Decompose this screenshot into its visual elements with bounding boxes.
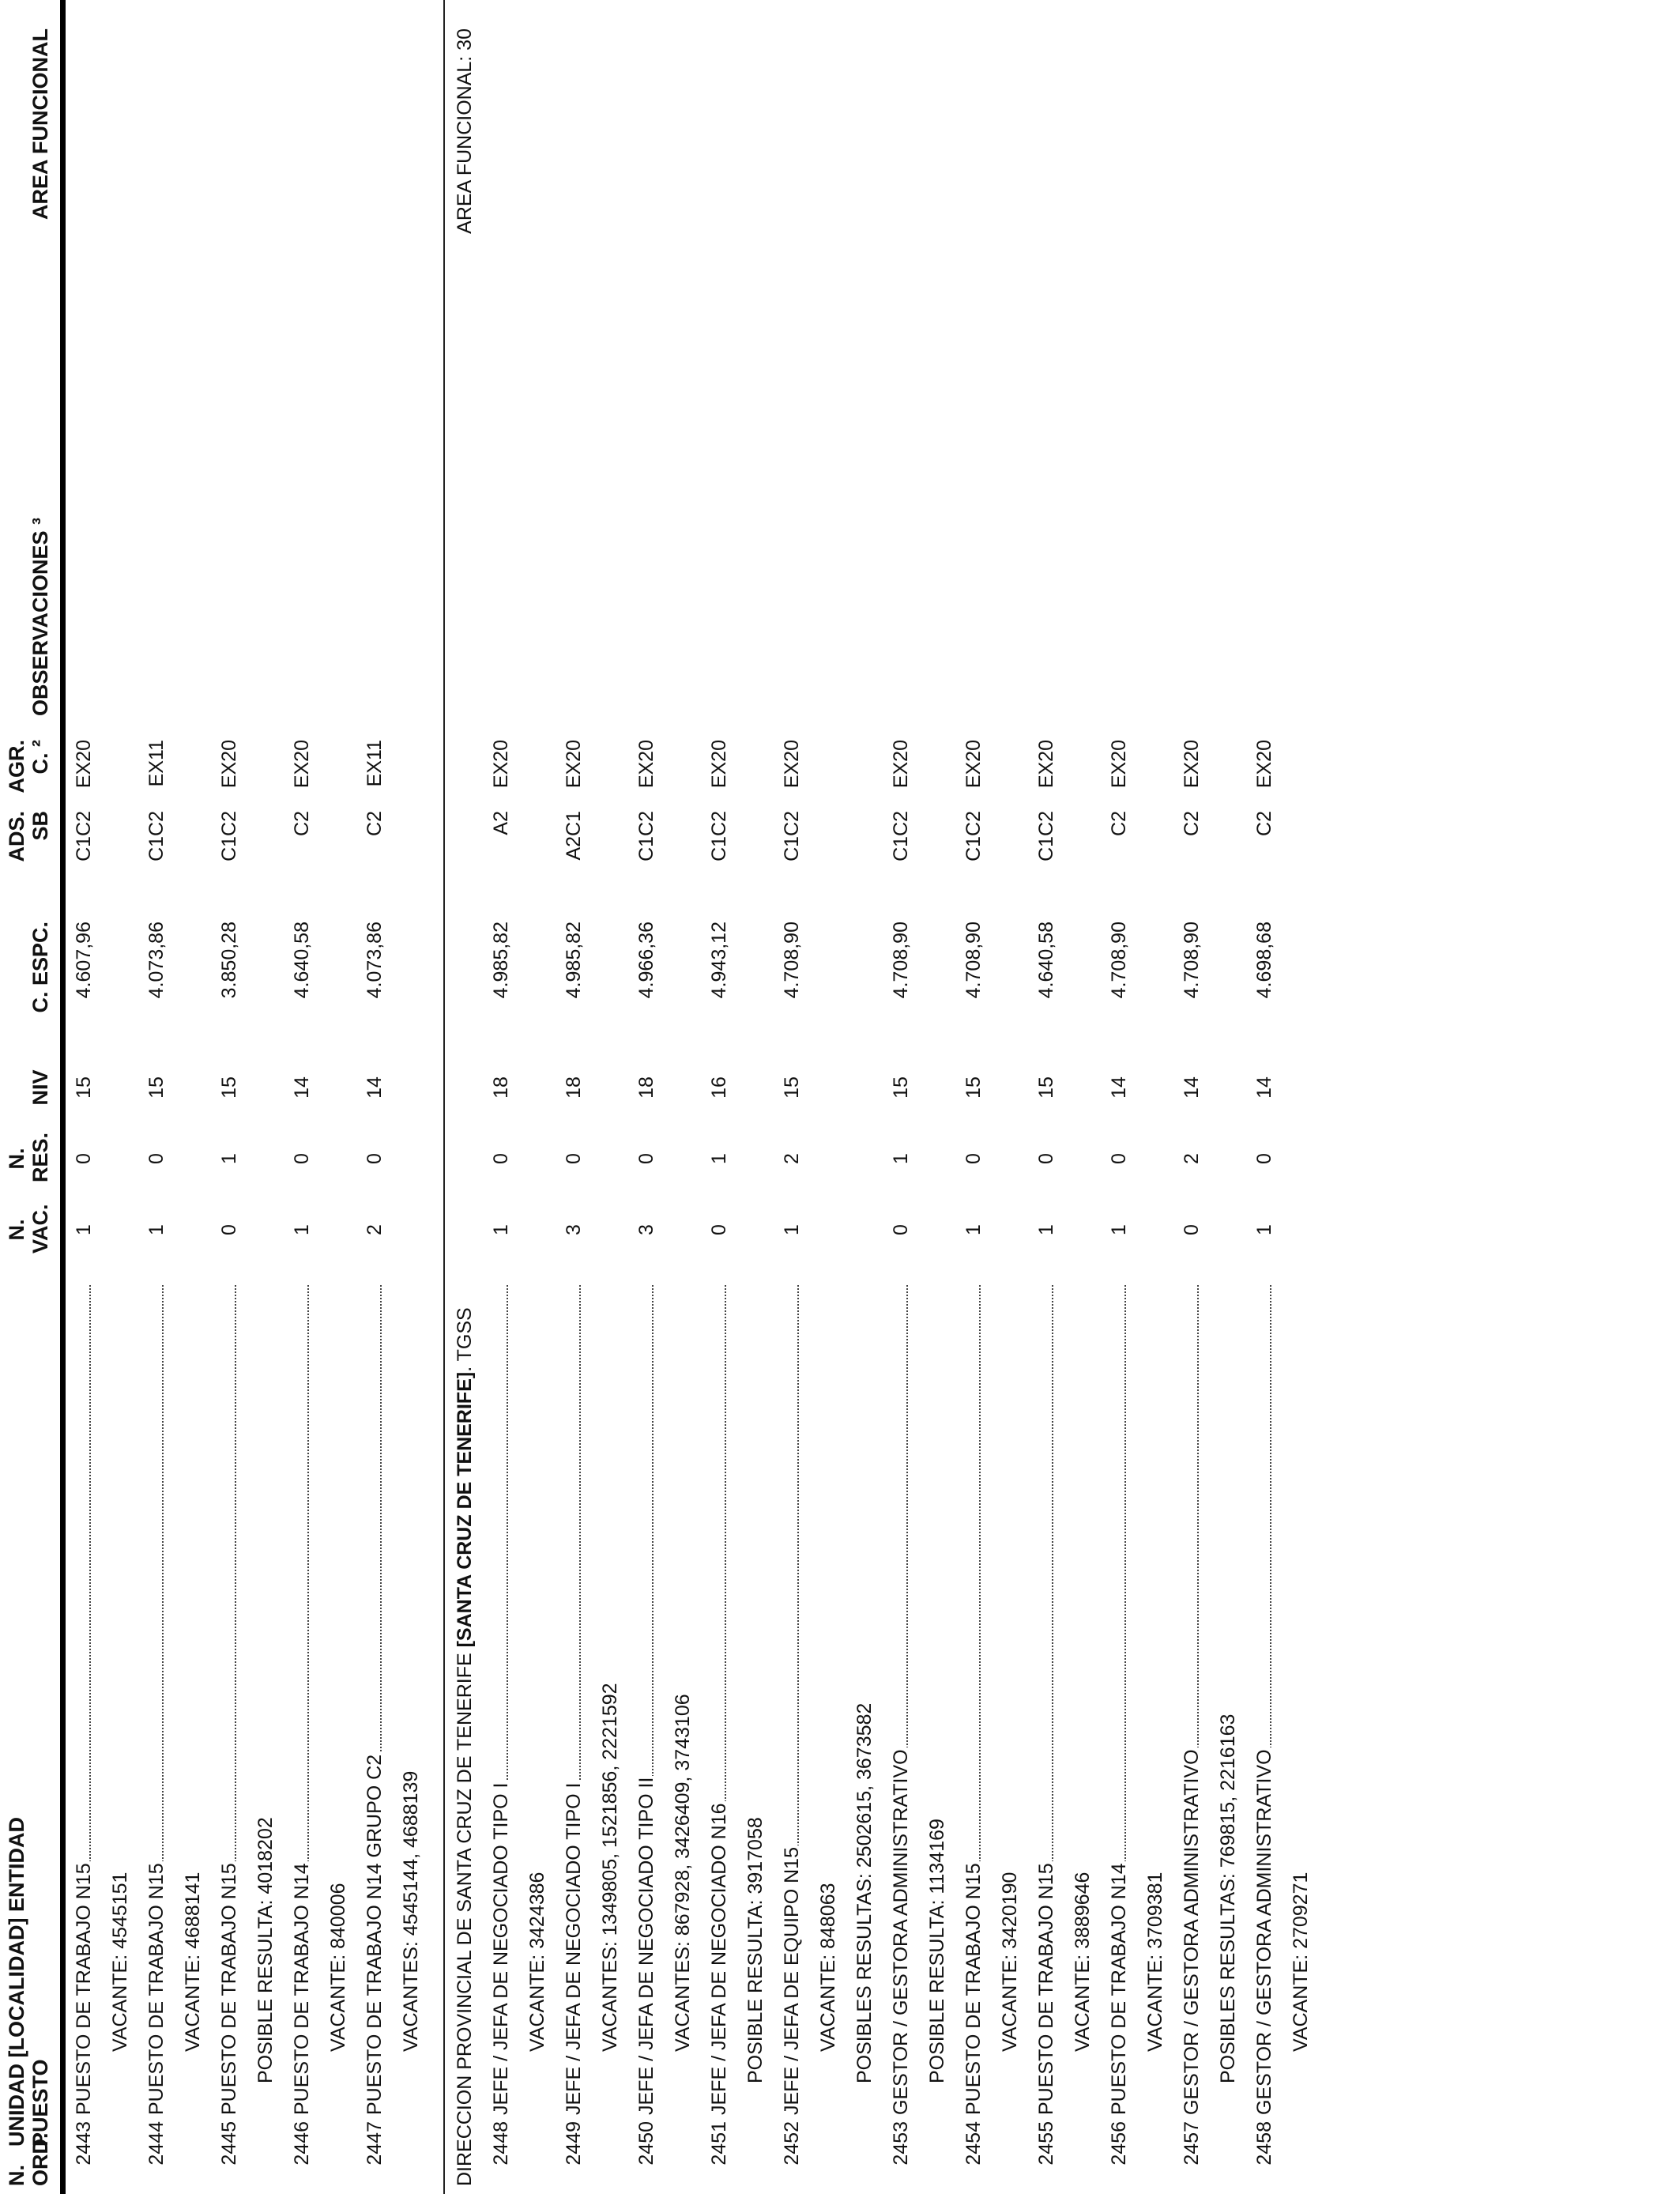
section-title-locality: [SANTA CRUZ DE TENERIFE] [454,1371,476,1648]
niv-value: 15 [73,1076,95,1099]
n-vac-value: 0 [708,1224,730,1235]
c-espc-value: 4.966,36 [635,922,657,999]
vacancy-detail: VACANTES: 867928, 3426409, 3743106 [672,1694,694,2052]
puesto-name [628,1285,665,2115]
puesto-name [1028,1285,1064,2115]
order-number: 2450 [635,2121,657,2166]
vacancy-detail: VACANTE: 4545151 [109,1872,131,2052]
c-espc-value: 4.708,90 [781,922,803,999]
niv-value: 14 [1108,1076,1130,1099]
puesto-name [701,1285,737,2115]
niv-value: 18 [490,1076,512,1099]
c-espc-value: 3.850,28 [218,922,240,999]
ads-sb-value: C1C2 [1035,811,1057,861]
agr-c-value: EX20 [73,740,95,789]
table-subrow [992,0,1028,2194]
vacancy-detail: VACANTE: 3420190 [999,1872,1021,2052]
c-espc-value: 4.640,58 [1035,922,1057,999]
puesto-text: PUESTO DE TRABAJO N15 [218,1863,240,2115]
table-row [774,0,810,2194]
puesto-text: PUESTO DE TRABAJO N14 [1108,1863,1130,2115]
table-row [138,0,175,2194]
table-subrow [1064,0,1101,2194]
n-vac-value: 1 [781,1224,803,1235]
n-res-value: 0 [1108,1153,1130,1164]
table-row [955,0,992,2194]
agr-c-value: EX11 [145,740,168,787]
c-espc-value: 4.073,86 [363,922,386,999]
agr-c-value: EX20 [962,740,985,789]
order-number: 2457 [1181,2121,1203,2166]
agr-c-value: EX20 [490,740,512,789]
c-espc-value: 4.073,86 [145,922,168,999]
n-res-value: 0 [490,1153,512,1164]
n-vac-value: 1 [490,1224,512,1235]
n-vac-value: 2 [363,1224,386,1235]
puesto-text: GESTOR / GESTORA ADMINISTRATIVO [890,1749,912,2115]
order-number: 2448 [490,2121,512,2166]
ads-sb-value: C1C2 [73,811,95,861]
agr-c-value: EX11 [363,740,386,787]
table-subrow [846,0,883,2194]
n-vac-value: 1 [291,1224,313,1235]
order-number: 2447 [363,2121,386,2166]
table-row [1028,0,1064,2194]
puesto-name [138,1285,175,2115]
ads-sb-value: C1C2 [890,811,912,861]
order-number: 2443 [73,2121,95,2166]
order-number: 2458 [1253,2121,1275,2166]
vacancy-detail: POSIBLES RESULTAS: 769815, 2216163 [1217,1713,1239,2083]
vacancy-detail: VACANTE: 848063 [817,1883,839,2052]
puesto-name [284,1285,320,2115]
ads-sb-value: C2 [291,811,313,836]
c-espc-value: 4.985,82 [563,922,585,999]
agr-c-value: EX20 [1181,740,1203,789]
puesto-text: PUESTO DE TRABAJO N15 [962,1863,985,2115]
section-title-row [446,0,483,2194]
header-niv: NIV [28,1069,52,1106]
n-res-value: 0 [145,1153,168,1164]
table-subrow [320,0,356,2194]
puesto-name [356,1285,393,2115]
section-title-entity: . TGSS [454,1307,476,1372]
section-divider [443,0,445,2194]
table-subrow [393,0,429,2194]
n-vac-value: 1 [1253,1224,1275,1235]
vacancy-detail: POSIBLE RESULTA: 1134169 [926,1819,948,2083]
puesto-text: PUESTO DE TRABAJO N14 GRUPO C2 [363,1754,386,2115]
table-row [701,0,737,2194]
ads-sb-value: C2 [363,811,386,836]
vacancy-detail: POSIBLES RESULTAS: 2502615, 3673582 [853,1702,876,2083]
n-vac-value: 0 [1181,1224,1203,1235]
table-row [1101,0,1137,2194]
order-number: 2449 [563,2121,585,2166]
puesto-text: PUESTO DE TRABAJO N15 [1035,1863,1057,2115]
n-res-value: 0 [291,1153,313,1164]
table-subrow [1210,0,1246,2194]
order-number: 2454 [962,2121,985,2166]
puesto-name [211,1285,247,2115]
n-res-value: 0 [635,1153,657,1164]
agr-c-value: EX20 [291,740,313,789]
order-number: 2453 [890,2121,912,2166]
ads-sb-value: C2 [1181,811,1203,836]
niv-value: 15 [890,1076,912,1099]
puesto-text: GESTOR / GESTORA ADMINISTRATIVO [1181,1749,1203,2115]
vacancy-detail: VACANTE: 2709271 [1290,1872,1312,2052]
ads-sb-value: C1C2 [635,811,657,861]
n-res-value: 1 [890,1153,912,1164]
n-vac-value: 1 [145,1224,168,1235]
niv-value: 15 [1035,1076,1057,1099]
n-res-value: 1 [708,1153,730,1164]
c-espc-value: 4.698,68 [1253,922,1275,999]
vacancy-detail: VACANTE: 3424386 [526,1872,548,2052]
c-espc-value: 4.708,90 [1181,922,1203,999]
c-espc-value: 4.708,90 [1108,922,1130,999]
vacancy-detail: POSIBLE RESULTA: 3917058 [744,1817,767,2083]
table-row [356,0,393,2194]
header-c-espc: C. ESPC. [28,922,52,1013]
vacancy-detail: VACANTES: 4545144, 4688139 [400,1770,422,2052]
area-funcional-label: AREA FUNCIONAL: 30 [454,28,476,234]
n-vac-value: 3 [563,1224,585,1235]
n-res-value: 0 [962,1153,985,1164]
table-row [284,0,320,2194]
n-vac-value: 0 [890,1224,912,1235]
niv-value: 15 [145,1076,168,1099]
puesto-name [1101,1285,1137,2115]
table-subrow [810,0,846,2194]
agr-c-value: EX20 [708,740,730,789]
order-number: 2445 [218,2121,240,2166]
table-row [211,0,247,2194]
table-row [1173,0,1210,2194]
ads-sb-value: C2 [1253,811,1275,836]
c-espc-value: 4.985,82 [490,922,512,999]
section-title [446,1307,483,2186]
table-subrow [665,0,701,2194]
agr-c-value: EX20 [781,740,803,789]
puesto-text: JEFE / JEFA DE EQUIPO N15 [781,1847,803,2115]
order-number: 2456 [1108,2121,1130,2166]
puesto-text: PUESTO DE TRABAJO N15 [73,1863,95,2115]
ads-sb-value: C1C2 [781,811,803,861]
puesto-name [1246,1285,1283,2115]
table-subrow [592,0,628,2194]
n-res-value: 0 [1035,1153,1057,1164]
table-subrow [919,0,955,2194]
n-res-value: 0 [1253,1153,1275,1164]
ads-sb-value: C1C2 [962,811,985,861]
puesto-name [774,1285,810,2115]
puesto-name [556,1285,592,2115]
table-row [883,0,919,2194]
header-area-funcional: AREA FUNCIONAL [28,28,52,220]
n-vac-value: 1 [1035,1224,1057,1235]
niv-value: 16 [708,1076,730,1099]
table-row [483,0,519,2194]
table-subrow [102,0,138,2194]
puesto-text: GESTOR / GESTORA ADMINISTRATIVO [1253,1749,1275,2115]
n-res-value: 2 [1181,1153,1203,1164]
section-title-pre: DIRECCION PROVINCIAL DE SANTA CRUZ DE TENERIFE [454,1647,476,2186]
n-res-value: 2 [781,1153,803,1164]
agr-c-value: EX20 [1035,740,1057,789]
puesto-text: JEFE / JEFA DE NEGOCIADO N16 [708,1803,730,2115]
niv-value: 15 [781,1076,803,1099]
table-subrow [1137,0,1173,2194]
order-number: 2446 [291,2121,313,2166]
puesto-name [883,1285,919,2115]
agr-c-value: EX20 [218,740,240,789]
agr-c-value: EX20 [563,740,585,789]
ads-sb-value: C1C2 [145,811,168,861]
table-subrow [737,0,774,2194]
table-subrow [519,0,556,2194]
agr-c-value: EX20 [1253,740,1275,789]
ads-sb-value: C1C2 [218,811,240,861]
vacancy-detail: VACANTE: 3709381 [1144,1872,1166,2052]
c-espc-value: 4.607,96 [73,922,95,999]
header-unidad: UNIDAD [LOCALIDAD] ENTIDAD PUESTO [5,1817,52,2147]
niv-value: 18 [563,1076,585,1099]
c-espc-value: 4.640,58 [291,922,313,999]
header-n-res: N. RES. [5,1132,52,1182]
puesto-text: JEFE / JEFA DE NEGOCIADO TIPO I [563,1782,585,2115]
ads-sb-value: A2C1 [563,811,585,861]
niv-value: 14 [291,1076,313,1099]
vacancy-detail: VACANTE: 4688141 [182,1872,204,2052]
vacancy-detail: VACANTE: 840006 [327,1883,349,2052]
order-number: 2444 [145,2121,168,2166]
header-observaciones: OBSERVACIONES ³ [28,517,52,716]
header-ads-sb: ADS. SB [5,811,52,862]
n-vac-value: 1 [1108,1224,1130,1235]
agr-c-value: EX20 [890,740,912,789]
header-agr-c: AGR. C. ² [5,740,52,794]
table-row [1246,0,1283,2194]
puesto-text: JEFE / JEFA DE NEGOCIADO TIPO I [490,1782,512,2115]
ads-sb-value: C1C2 [708,811,730,861]
ads-sb-value: A2 [490,811,512,835]
puesto-name [483,1285,519,2115]
header-n-ord: N. ORD. [5,2132,52,2186]
c-espc-value: 4.708,90 [890,922,912,999]
niv-value: 14 [1181,1076,1203,1099]
table-row [628,0,665,2194]
n-res-value: 1 [218,1153,240,1164]
order-number: 2455 [1035,2121,1057,2166]
n-vac-value: 0 [218,1224,240,1235]
n-res-value: 0 [363,1153,386,1164]
vacancy-detail: VACANTE: 3889646 [1072,1872,1094,2052]
header-n-vac: N. VAC. [5,1204,52,1253]
n-res-value: 0 [563,1153,585,1164]
c-espc-value: 4.943,12 [708,922,730,999]
vacancy-detail: POSIBLE RESULTA: 4018202 [254,1817,277,2083]
niv-value: 18 [635,1076,657,1099]
order-number: 2452 [781,2121,803,2166]
agr-c-value: EX20 [635,740,657,789]
puesto-text: JEFE / JEFA DE NEGOCIADO TIPO II [635,1777,657,2115]
table-subrow [1283,0,1319,2194]
table-row [66,0,102,2194]
niv-value: 14 [1253,1076,1275,1099]
puesto-text: PUESTO DE TRABAJO N14 [291,1863,313,2115]
n-vac-value: 1 [73,1224,95,1235]
table-subrow [175,0,211,2194]
n-res-value: 0 [73,1153,95,1164]
niv-value: 15 [962,1076,985,1099]
puesto-name [1173,1285,1210,2115]
niv-value: 15 [218,1076,240,1099]
n-vac-value: 3 [635,1224,657,1235]
vacancy-detail: VACANTES: 1349805, 1521856, 2221592 [599,1683,621,2052]
order-number: 2451 [708,2121,730,2166]
table-subrow [247,0,284,2194]
table-header [0,0,66,2194]
niv-value: 14 [363,1076,386,1099]
table-row [556,0,592,2194]
c-espc-value: 4.708,90 [962,922,985,999]
ads-sb-value: C2 [1108,811,1130,836]
puesto-name [66,1285,102,2115]
puesto-text: PUESTO DE TRABAJO N15 [145,1863,168,2115]
puesto-name [955,1285,992,2115]
agr-c-value: EX20 [1108,740,1130,789]
n-vac-value: 1 [962,1224,985,1235]
